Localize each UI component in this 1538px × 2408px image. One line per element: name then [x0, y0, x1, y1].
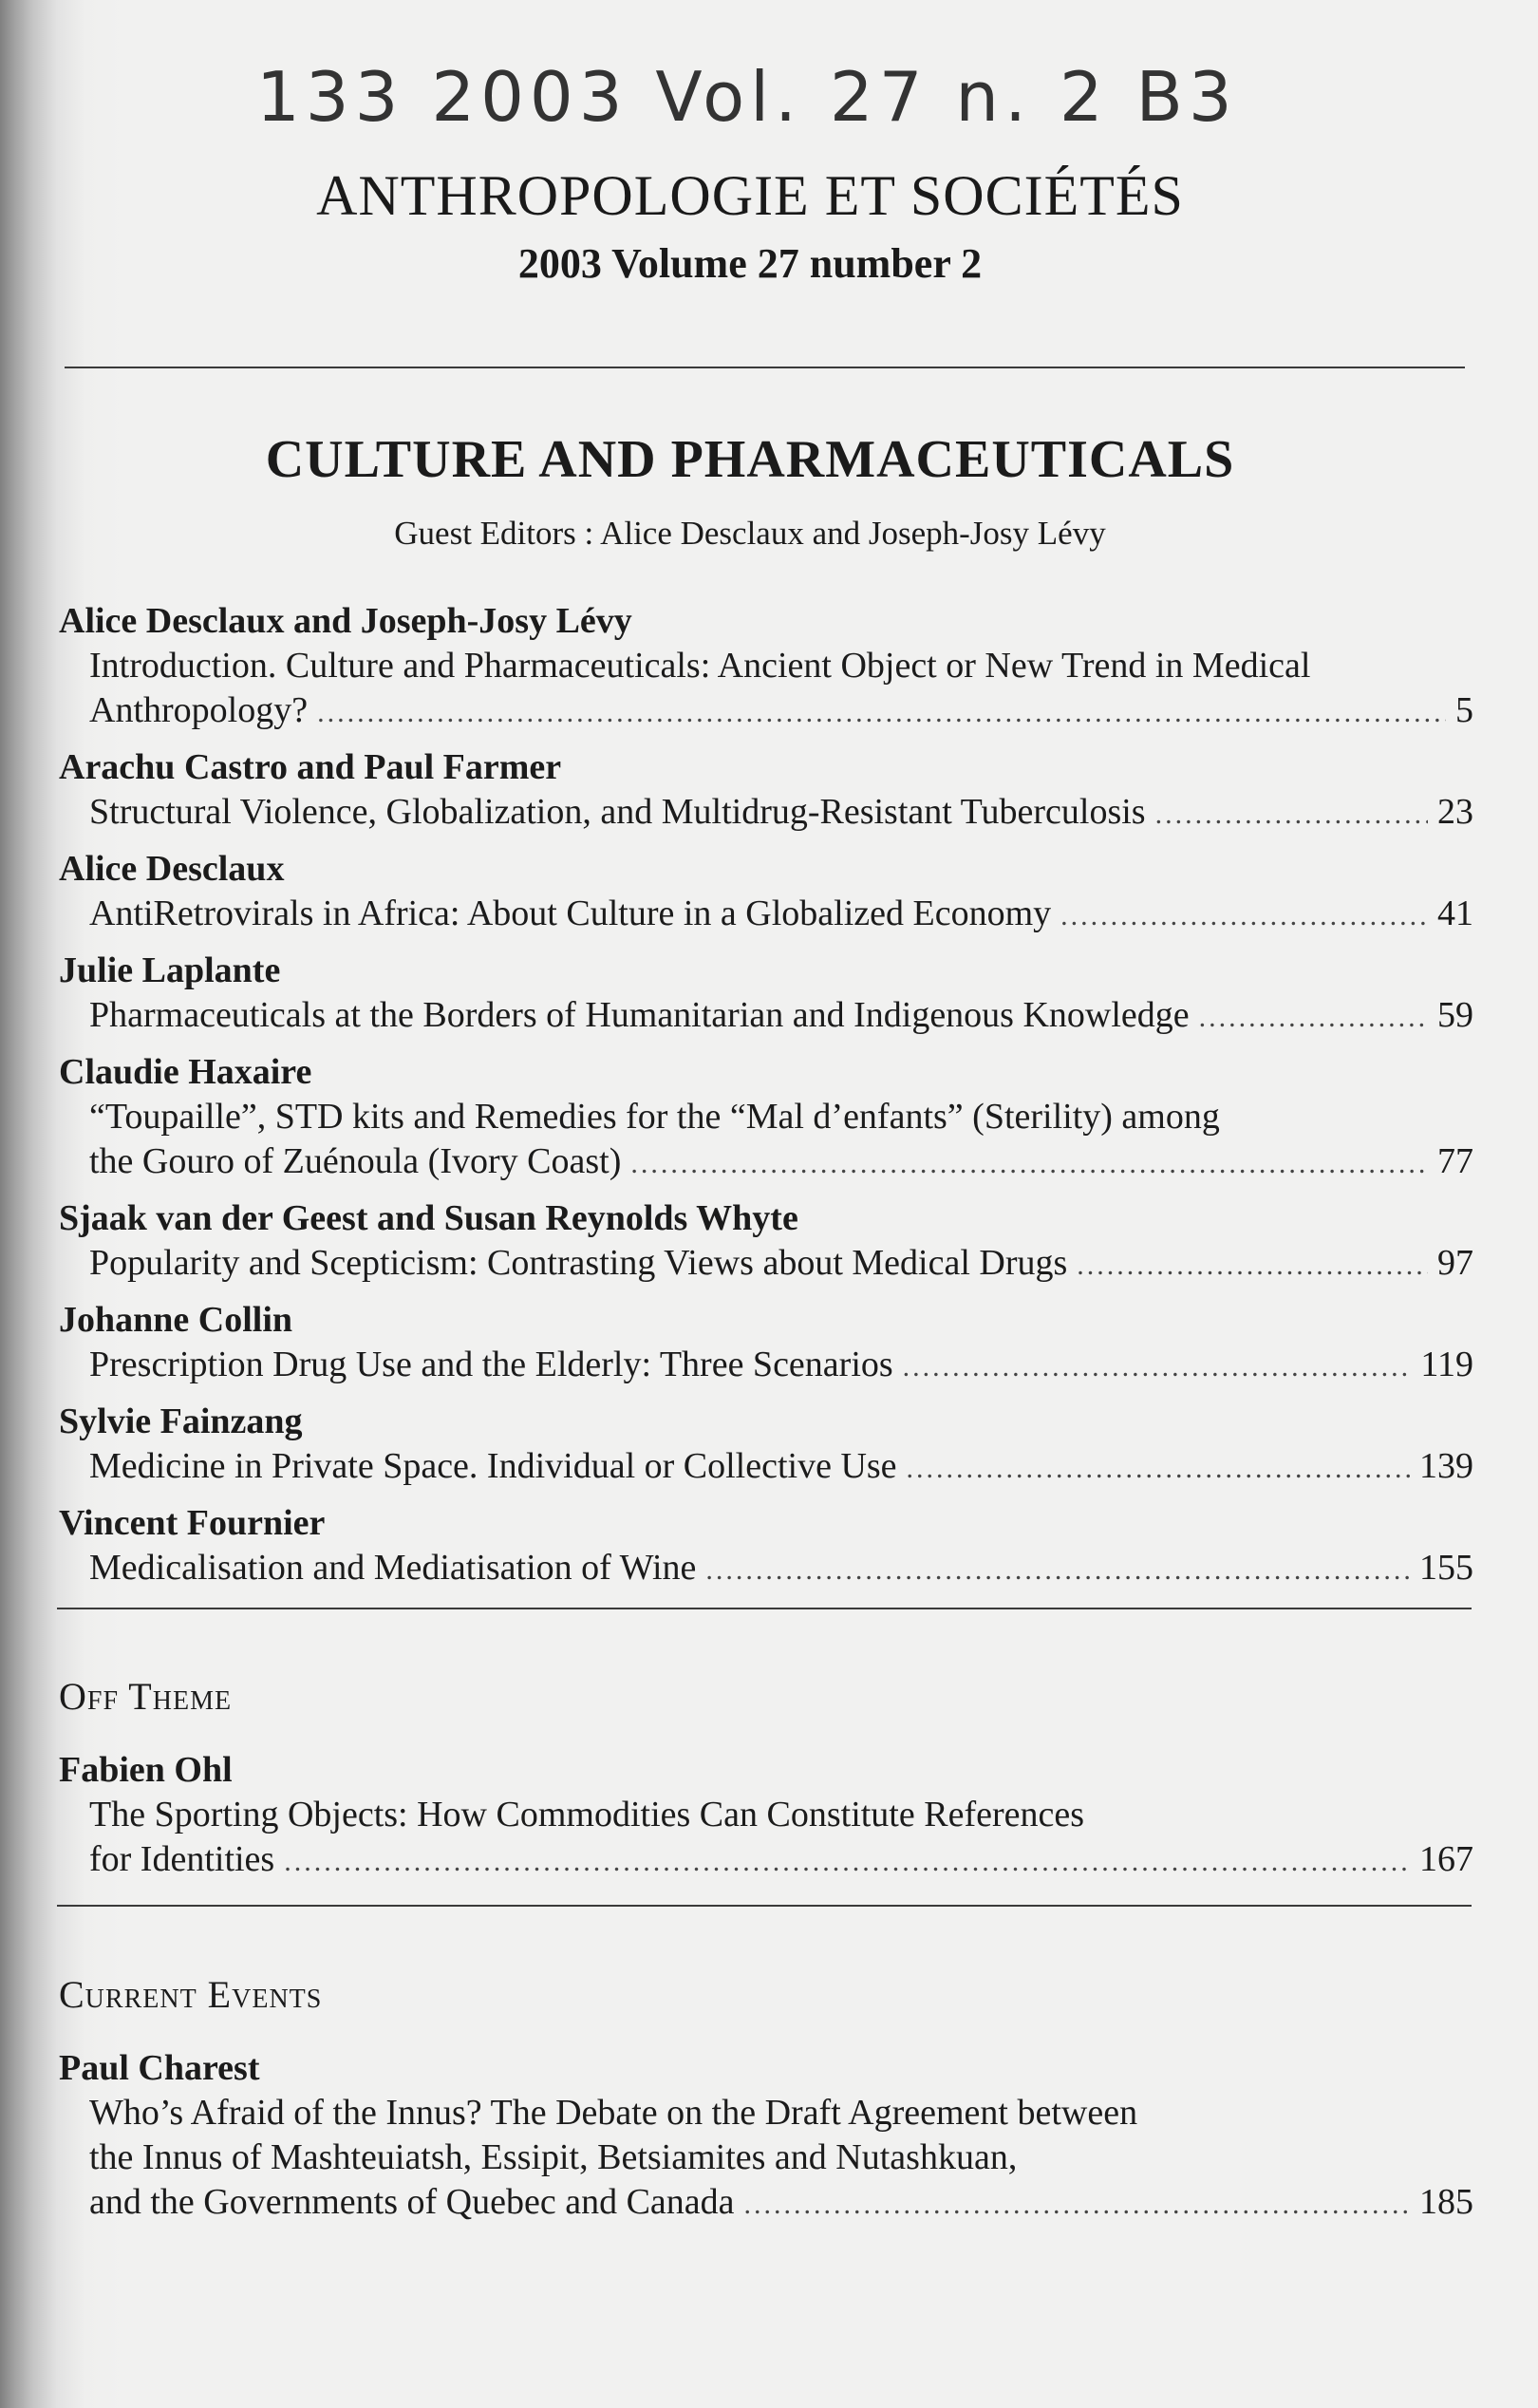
entry-title-line: for Identities [89, 1839, 275, 1879]
entry-author: Johanne Collin [59, 1300, 293, 1340]
entry-title-final-line [89, 688, 1473, 735]
entry-author: Arachu Castro and Paul Farmer [59, 747, 562, 787]
entry-title-line: Prescription Drug Use and the Elderly: Three Scenarios [89, 1345, 893, 1384]
issue-line: 2003 Volume 27 number 2 [517, 240, 983, 287]
entry-title-line: the Innus of Mashteuiatsh, Essipit, Betsiamites and Nutashkuan, [89, 2137, 1018, 2177]
entry-title-line: Who’s Afraid of the Innus? The Debate on the Draft Agreement between [89, 2093, 1138, 2133]
toc-entry [59, 598, 1473, 735]
entry-title [59, 644, 1473, 735]
entry-title [59, 1241, 1473, 1288]
dot-leader [705, 1548, 1410, 1592]
entry-title-final-line [89, 1837, 1473, 1884]
dot-leader [284, 1839, 1410, 1884]
dot-leader [317, 690, 1446, 735]
entry-title [59, 1546, 1473, 1592]
entry-author: Vincent Fournier [59, 1503, 326, 1543]
dot-leader [1155, 792, 1428, 837]
entry-title-line: and the Governments of Quebec and Canada [89, 2182, 735, 2222]
entry-title [59, 892, 1473, 938]
entry-page-number: 77 [1437, 1141, 1473, 1181]
dot-leader [1077, 1243, 1428, 1288]
entry-title-line: Popularity and Scepticism: Contrasting Views about Medical Drugs [89, 1243, 1068, 1283]
entry-title-final-line [89, 1343, 1473, 1389]
entry-title-final-line [89, 790, 1473, 837]
toc-entry [59, 1297, 1473, 1389]
dot-leader [1199, 995, 1428, 1040]
dot-leader [744, 2182, 1410, 2227]
entry-title-final-line [89, 993, 1473, 1040]
entry-author: Alice Desclaux [59, 849, 285, 889]
toc-entry [59, 1195, 1473, 1288]
dot-leader [907, 1446, 1410, 1491]
entry-title-final-line [89, 2180, 1473, 2227]
section-heading-current-events: Current Events [59, 1973, 323, 2016]
entry-page-number: 23 [1437, 792, 1473, 832]
entry-title [59, 993, 1473, 1040]
entry-page-number: 139 [1419, 1446, 1473, 1486]
entry-page-number: 119 [1420, 1345, 1473, 1384]
toc-current-events-list [59, 2045, 1473, 2227]
entry-author: Julie Laplante [59, 950, 281, 990]
entry-title [59, 1095, 1473, 1186]
entry-title-line: AntiRetrovirals in Africa: About Culture in a Globalized Economy [89, 894, 1052, 933]
toc-entry [59, 948, 1473, 1040]
entry-title [59, 790, 1473, 837]
entry-author: Fabien Ohl [59, 1750, 233, 1790]
divider-top [65, 367, 1465, 368]
entry-title-final-line [89, 1444, 1473, 1491]
entry-author: Paul Charest [59, 2048, 260, 2088]
entry-title-line: Introduction. Culture and Pharmaceuticals: Ancient Object or New Trend in Medical [89, 646, 1311, 686]
toc-entry [59, 1049, 1473, 1186]
entry-author: Sjaak van der Geest and Susan Reynolds Whyte [59, 1198, 798, 1238]
toc-main-list [59, 598, 1473, 1592]
entry-page-number: 59 [1437, 995, 1473, 1035]
entry-title [59, 1343, 1473, 1389]
toc-off-theme-list [59, 1747, 1473, 1884]
entry-title-line: Medicine in Private Space. Individual or Collective Use [89, 1446, 897, 1486]
section-heading-off-theme: Off Theme [59, 1675, 233, 1718]
dot-leader [903, 1345, 1412, 1389]
theme-title: CULTURE AND PHARMACEUTICALS [265, 430, 1235, 489]
entry-title-line: Medicalisation and Mediatisation of Wine [89, 1548, 697, 1588]
entry-title [59, 1444, 1473, 1491]
entry-author: Sylvie Fainzang [59, 1402, 303, 1441]
toc-entry [59, 744, 1473, 837]
entry-author: Claudie Haxaire [59, 1052, 312, 1092]
divider-lower [57, 1905, 1472, 1907]
dot-leader [1060, 894, 1428, 938]
entry-title-line: Anthropology? [89, 690, 309, 730]
entry-page-number: 41 [1437, 894, 1473, 933]
entry-page-number: 5 [1455, 690, 1473, 730]
entry-title-final-line [89, 1546, 1473, 1592]
guest-editors: Guest Editors : Alice Desclaux and Joseph-Josy Lévy [394, 515, 1106, 552]
toc-entry [59, 1399, 1473, 1491]
entry-page-number: 185 [1419, 2182, 1473, 2222]
entry-page-number: 167 [1419, 1839, 1473, 1879]
entry-page-number: 97 [1437, 1243, 1473, 1283]
toc-entry [59, 846, 1473, 938]
entry-title-line: The Sporting Objects: How Commodities Can Constitute References [89, 1795, 1085, 1834]
entry-title-line: Pharmaceuticals at the Borders of Humanitarian and Indigenous Knowledge [89, 995, 1190, 1035]
dot-leader [630, 1141, 1428, 1186]
handwritten-note: 133 2003 Vol. 27 n. 2 B3 [256, 57, 1238, 137]
toc-entry [59, 1747, 1473, 1884]
entry-title-line: Structural Violence, Globalization, and Multidrug-Resistant Tuberculosis [89, 792, 1146, 832]
entry-title [59, 1793, 1473, 1884]
entry-title-line: “Toupaille”, STD kits and Remedies for the “Mal d’enfants” (Sterility) among [89, 1097, 1220, 1137]
entry-page-number: 155 [1419, 1548, 1473, 1588]
entry-title-final-line [89, 892, 1473, 938]
entry-title-final-line [89, 1241, 1473, 1288]
entry-title-final-line [89, 1139, 1473, 1186]
toc-entry [59, 1500, 1473, 1592]
toc-entry [59, 2045, 1473, 2227]
divider-middle [57, 1608, 1472, 1609]
entry-title-line: the Gouro of Zuénoula (Ivory Coast) [89, 1141, 622, 1181]
entry-author: Alice Desclaux and Joseph-Josy Lévy [59, 601, 632, 641]
journal-title: ANTHROPOLOGIE ET SOCIÉTÉS [316, 164, 1184, 227]
entry-title [59, 2091, 1473, 2227]
